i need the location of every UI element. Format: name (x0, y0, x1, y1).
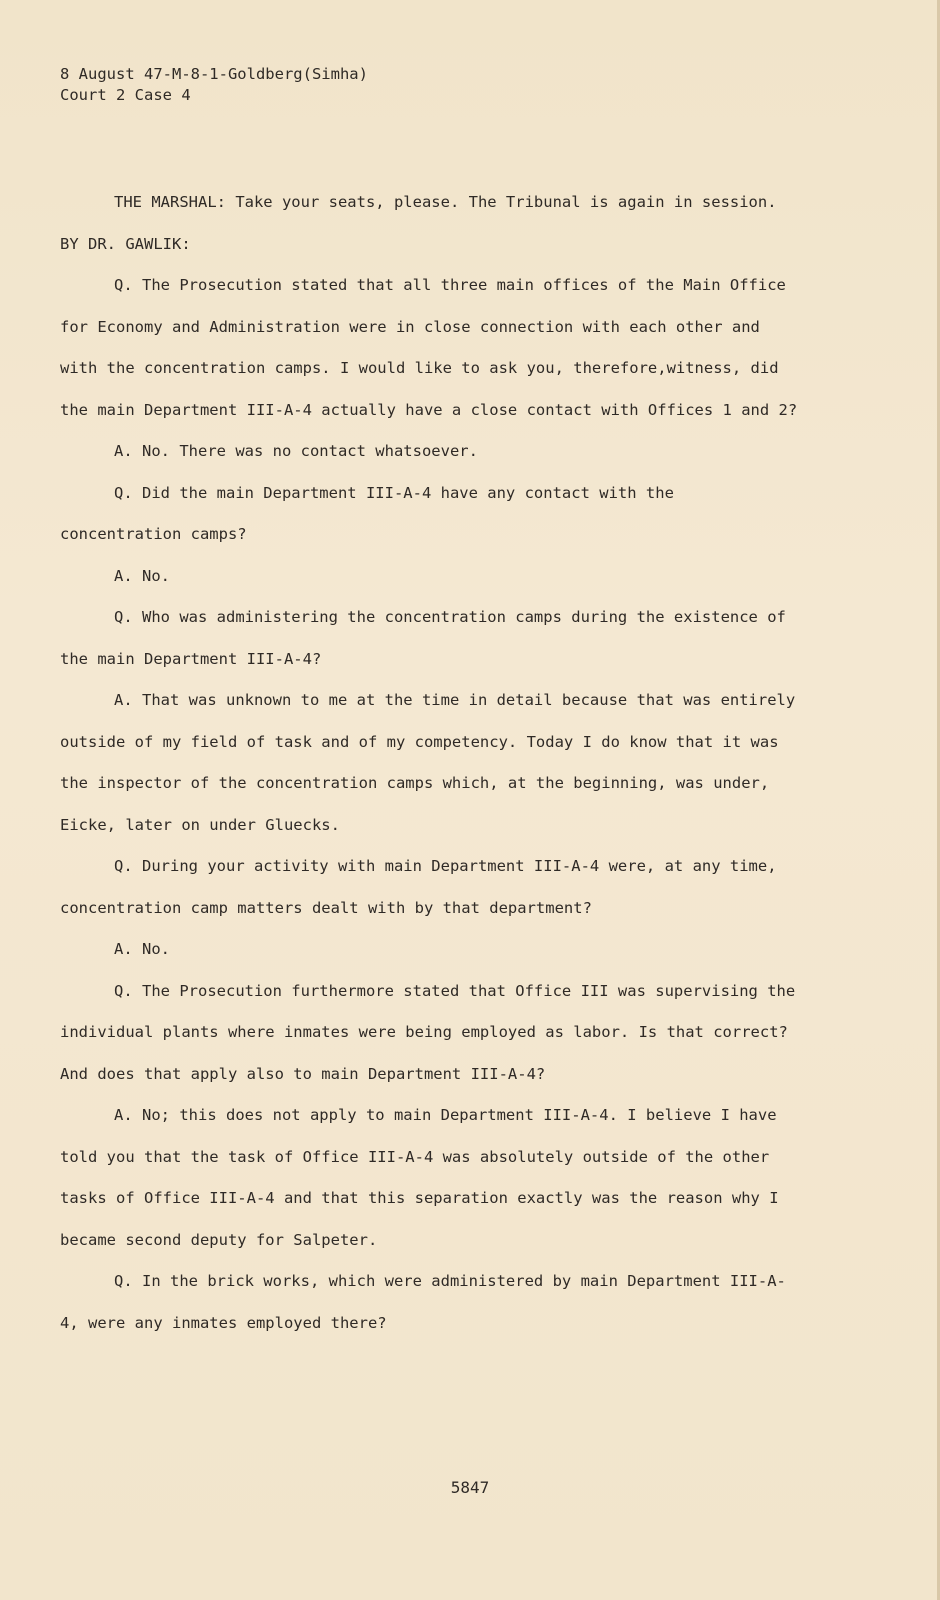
header-court-line: Court 2 Case 4 (60, 86, 191, 104)
paragraph: A. No. There was no contact whatsoever. (114, 442, 478, 460)
paragraph: Q. The Prosecution furthermore stated that Office III was supervising the individual plants where inmates were being employed as labor. Is that correct? And does that apply also to main Department III-A-4? (60, 981, 805, 1083)
paragraph: Q. Who was administering the concentration camps during the existence of the main Department III-A-4? (60, 608, 796, 668)
paragraph: Q. Did the main Department III-A-4 have any contact with the concentration camps? (60, 483, 684, 543)
paragraph: A. No; this does not apply to main Department III-A-4. I believe I have told you that the task of Office III-A-4 was absolutely outside of the other tasks of Office III-A-4 and that this separation exactly was the reason why I became second deputy for Salpeter. (60, 1106, 788, 1249)
page-number: 5847 (450, 1478, 490, 1497)
paragraph: THE MARSHAL: Take your seats, please. The Tribunal is again in session. (114, 193, 777, 211)
paragraph: A. No. (114, 566, 170, 585)
examiner-line: BY DR. GAWLIK: (60, 234, 191, 253)
document-header (60, 64, 368, 106)
paragraph: Q. In the brick works, which were administered by main Department III-A-4, were any inmates employed there? (60, 1272, 786, 1332)
paragraph: Q. During your activity with main Department III-A-4 were, at any time, concentration camp matters dealt with by that department? (60, 857, 786, 917)
paragraph: A. No. (114, 940, 170, 958)
paragraph: Q. The Prosecution stated that all three main offices of the Main Office for Economy and Administration were in close connection with each other and with the concentration camps. I would like to ask you, therefore,witness, did the main Department III-A-4 actually have a close contact with Offices 1 and 2? (60, 276, 798, 419)
paragraph: A. That was unknown to me at the time in detail because that was entirely outside of my field of task and of my competency. Today I do know that it was the inspector of the concentration camps which, at the beginning, was under, Eicke, later on under Gluecks. (60, 691, 805, 834)
transcript-body (60, 182, 805, 1344)
header-date-line: 8 August 47-M-8-1-Goldberg(Simha) (60, 65, 368, 83)
